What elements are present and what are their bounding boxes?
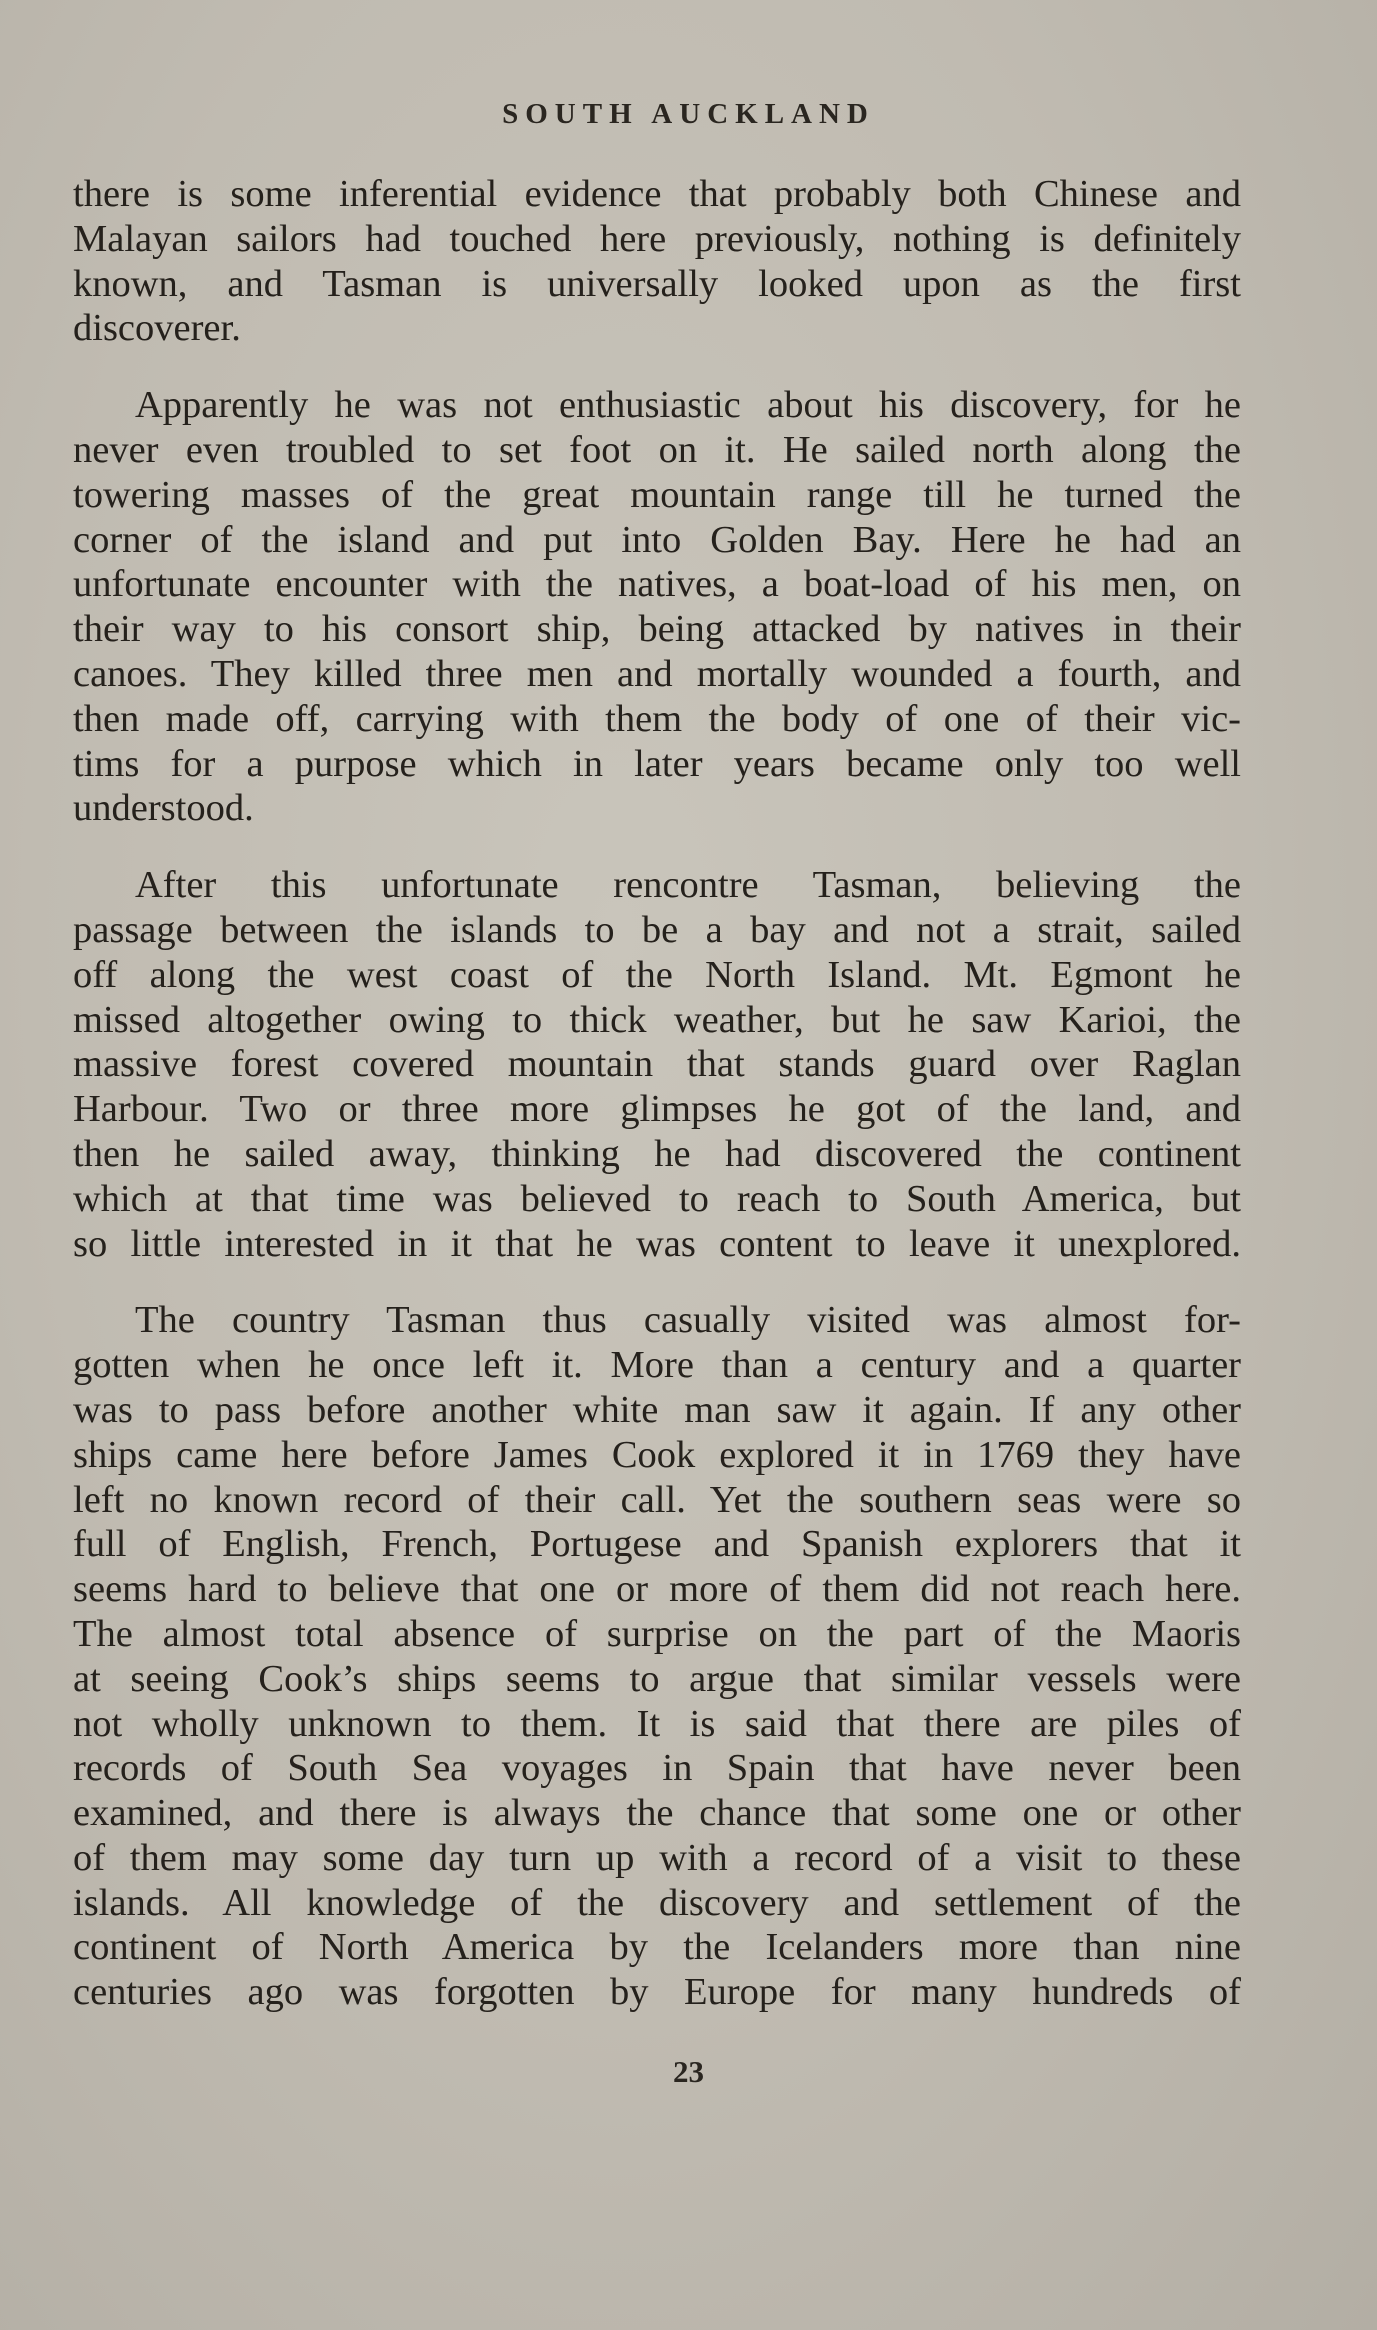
text-line: then he sailed away, thinking he had discovered the continent (73, 1132, 1241, 1175)
page-number: 23 (673, 2054, 704, 2089)
body-text (73, 172, 1241, 2047)
paragraph-1 (73, 172, 1241, 351)
text-line: gotten when he once left it. More than a century and a quarter (73, 1344, 1241, 1387)
text-line: examined, and there is always the chance that some one or other (73, 1792, 1241, 1835)
text-line: records of South Sea voyages in Spain that have never been (73, 1747, 1241, 1790)
text-line: there is some inferential evidence that probably both Chinese and (73, 173, 1241, 215)
text-line: at seeing Cook’s ships seems to argue that similar vessels were (73, 1657, 1241, 1700)
paragraph-3 (73, 863, 1241, 1266)
text-line: which at that time was believed to reach to South America, but (73, 1177, 1241, 1220)
text-line: passage between the islands to be a bay and not a strait, sailed (73, 908, 1241, 951)
text-line: continent of North America by the Icelanders more than nine (73, 1926, 1241, 1969)
text-line: islands. All knowledge of the discovery and settlement of the (73, 1881, 1241, 1924)
text-line: left no known record of their call. Yet the southern seas were so (73, 1478, 1241, 1521)
text-line: The almost total absence of surprise on the part of the Maoris (73, 1612, 1241, 1655)
text-line: Apparently he was not enthusiastic about his discovery, for he (135, 384, 1241, 427)
text-line: full of English, French, Portugese and Spanish explorers that it (73, 1523, 1241, 1566)
text-line: canoes. They killed three men and mortally wounded a fourth, and (73, 652, 1241, 695)
text-line: After this unfortunate rencontre Tasman, believing the (135, 864, 1241, 907)
text-line: off along the west coast of the North Island. Mt. Egmont he (73, 953, 1241, 996)
paragraph-2 (73, 383, 1241, 831)
text-line: Harbour. Two or three more glimpses he got of the land, and (73, 1088, 1241, 1131)
text-line: towering masses of the great mountain range till he turned the (73, 473, 1241, 516)
paragraph-4 (73, 1298, 1241, 2015)
text-line: Malayan sailors had touched here previously, nothing is definitely (73, 217, 1241, 260)
running-head: SOUTH AUCKLAND (502, 98, 875, 130)
text-line: their way to his consort ship, being attacked by natives in their (73, 608, 1241, 651)
text-line: ships came here before James Cook explored it in 1769 they have (73, 1433, 1241, 1476)
text-line: discoverer. (73, 307, 241, 350)
text-line: The country Tasman thus casually visited was almost for- (135, 1299, 1241, 1342)
text-line: not wholly unknown to them. It is said that there are piles of (73, 1702, 1241, 1745)
text-line: was to pass before another white man saw it again. If any other (73, 1388, 1241, 1431)
text-line: then made off, carrying with them the body of one of their vic- (73, 697, 1241, 740)
text-line: corner of the island and put into Golden Bay. Here he had an (73, 518, 1241, 561)
text-line: so little interested in it that he was content to leave it unexplored. (73, 1222, 1241, 1265)
text-line: unfortunate encounter with the natives, a boat-load of his men, on (73, 563, 1241, 606)
text-line: never even troubled to set foot on it. He sailed north along the (73, 428, 1241, 471)
text-line: seems hard to believe that one or more of them did not reach here. (73, 1568, 1241, 1611)
text-line: of them may some day turn up with a record of a visit to these (73, 1836, 1241, 1879)
text-line: understood. (73, 787, 254, 830)
text-line: centuries ago was forgotten by Europe for many hundreds of (73, 1971, 1241, 2014)
text-line: known, and Tasman is universally looked upon as the first (73, 262, 1241, 305)
text-line: tims for a purpose which in later years became only too well (73, 742, 1241, 785)
text-line: missed altogether owing to thick weather, but he saw Karioi, the (73, 998, 1241, 1041)
text-line: massive forest covered mountain that stands guard over Raglan (73, 1043, 1241, 1086)
